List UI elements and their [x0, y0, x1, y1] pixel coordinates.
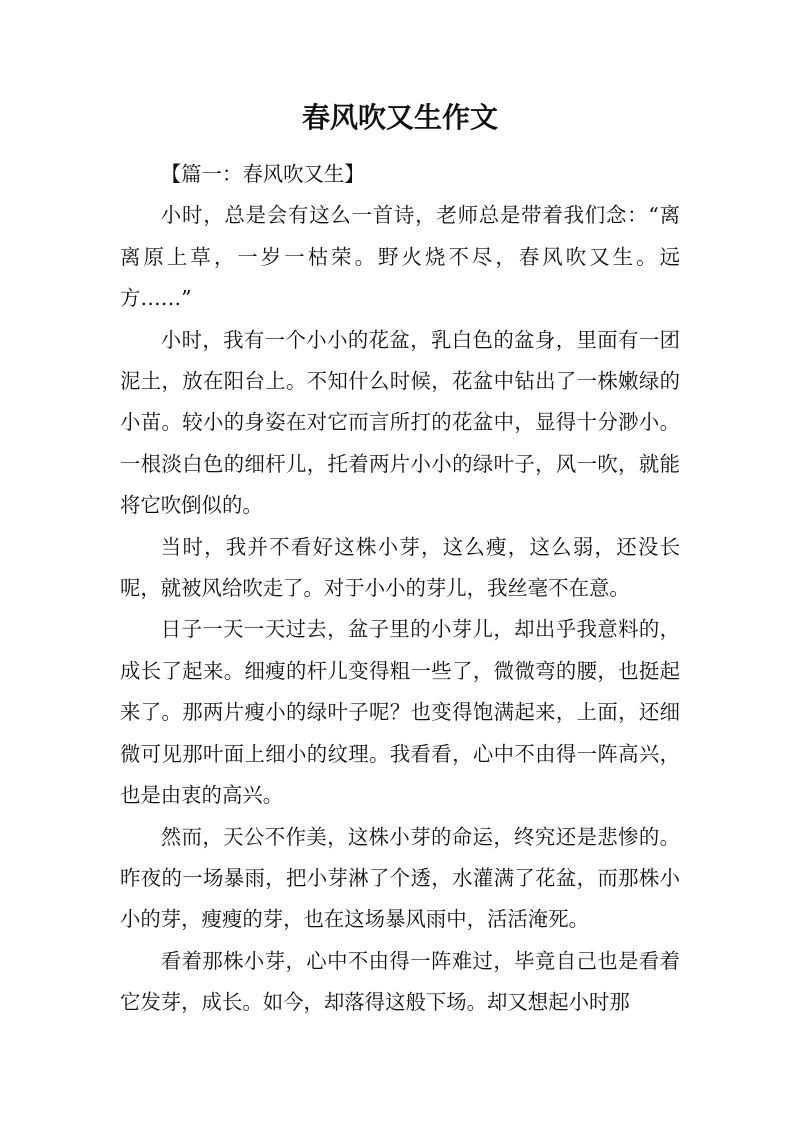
- document-title: 春风吹又生作文: [301, 101, 498, 134]
- paragraph: 日子一天一天过去，盆子里的小芽儿，却出乎我意料的，成长了起来。细瘦的杆儿变得粗一些了，微微弯的腰，也挺起来了。那两片瘦小的绿叶子呢？也变得饱满起来，上面，还细微可见那叶面上细小的纹理。我看看，心中不由得一阵高兴，也是由衷的高兴。: [120, 617, 680, 808]
- section-heading: 【篇一：春风吹又生】: [160, 162, 365, 186]
- paragraph: 小时，总是会有这么一首诗，老师总是带着我们念：“离离原上草，一岁一枯荣。野火烧不尽，春风吹又生。远方……”: [120, 203, 680, 311]
- document-body: [120, 154, 680, 1024]
- paragraph: 小时，我有一个小小的花盆，乳白色的盆身，里面有一团泥土，放在阳台上。不知什么时候，花盆中钻出了一株嫩绿的小苗。较小的身姿在对它而言所打的花盆中，显得十分渺小。一根淡白色的细杆儿，托着两片小小的绿叶子，风一吹，就能将它吹倒似的。: [120, 327, 680, 518]
- paragraph: 看着那株小芽，心中不由得一阵难过，毕竟自己也是看着它发芽，成长。如今，却落得这般下场。却又想起小时那: [120, 948, 680, 1015]
- paragraph: 当时，我并不看好这株小芽，这么瘦，这么弱，还没长呢，就被风给吹走了。对于小小的芽儿，我丝毫不在意。: [120, 534, 680, 601]
- paragraph: 然而，天公不作美，这株小芽的命运，终究还是悲惨的。昨夜的一场暴雨，把小芽淋了个透，水灌满了花盆，而那株小小的芽，瘦瘦的芽，也在这场暴风雨中，活活淹死。: [120, 824, 680, 932]
